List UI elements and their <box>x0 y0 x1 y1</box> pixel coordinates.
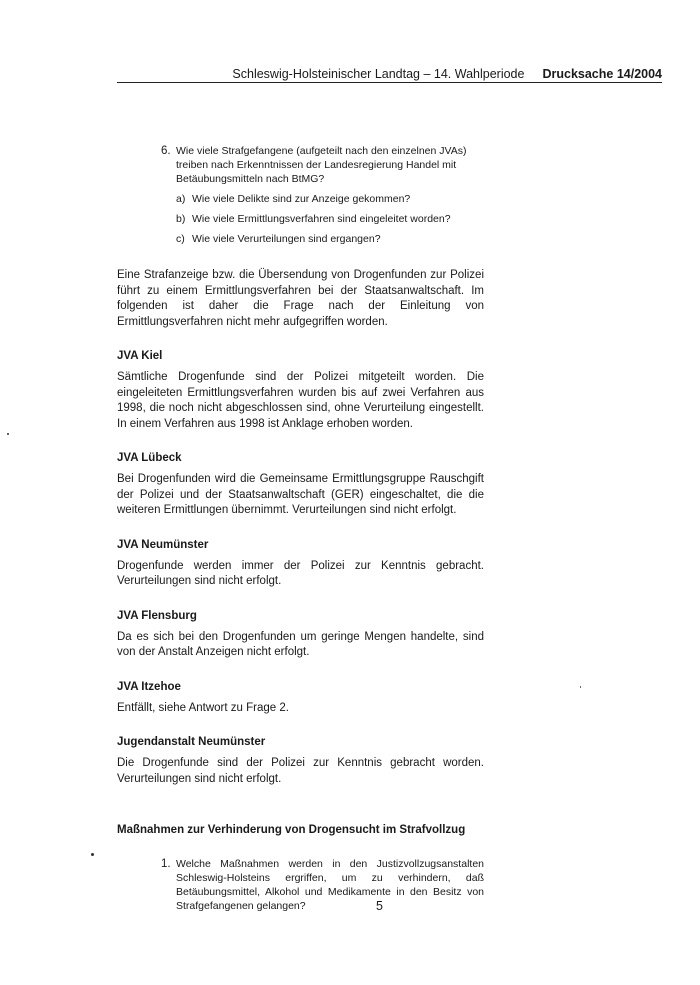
section-text: Die Drogenfunde sind der Polizei zur Kenntnis gebracht worden. Verurteilungen sind nicht erfolgt. <box>117 757 484 785</box>
section-jugendanstalt-neumuenster <box>117 735 484 787</box>
section-jva-luebeck <box>117 451 484 519</box>
question-1 <box>161 857 484 913</box>
subitem-c <box>176 232 484 246</box>
section-heading: JVA Neumünster <box>117 538 209 551</box>
section-jva-kiel <box>117 349 484 432</box>
massnahmen-heading: Maßnahmen zur Verhinderung von Drogensucht im Strafvollzug <box>117 824 466 836</box>
section-text: Sämtliche Drogenfunde sind der Polizei mitgeteilt worden. Die eingeleiteten Ermittlungsverfahren wurden bis auf zwei Verfahren aus 1998, die noch nicht abgeschlossen sind, ohne Verurteilung eingestellt. In einem Verfahren aus 1998 ist Anklage erhoben worden. <box>117 371 484 430</box>
page-body <box>117 144 484 913</box>
section-heading: JVA Flensburg <box>117 609 197 622</box>
subitem-b <box>176 212 484 226</box>
section-heading: JVA Lübeck <box>117 452 182 464</box>
document-number: Drucksache 14/2004 <box>542 67 662 81</box>
scan-speck <box>91 853 94 856</box>
subitem-text: Wie viele Delikte sind zur Anzeige gekommen? <box>192 193 411 205</box>
subitem-text: Wie viele Ermittlungsverfahren sind eingeleitet worden? <box>192 213 451 225</box>
question-text: Wie viele Strafgefangene (aufgeteilt nach den einzelnen JVAs) treiben nach Erkenntnissen der Landesregierung Handel mit Betäubungsmitteln nach BtMG? <box>176 145 467 185</box>
question-text: Welche Maßnahmen werden in den Justizvollzugsanstalten Schleswig-Holsteins ergriffen, um zu verhindern, daß Betäubungsmittel, Alkohol und Medikamente in den Besitz von Strafgefangenen gelangen? <box>176 858 484 912</box>
scan-speck <box>580 686 581 688</box>
header-rule <box>117 82 662 83</box>
scan-speck <box>7 433 9 435</box>
section-jva-neumuenster <box>117 538 484 590</box>
header-title: Schleswig-Holsteinischer Landtag – 14. Wahlperiode <box>232 67 525 81</box>
subitem-label: a) <box>176 193 186 205</box>
subitem-label: b) <box>176 213 186 225</box>
subitem-text: Wie viele Verurteilungen sind ergangen? <box>192 233 381 245</box>
section-text: Da es sich bei den Drogenfunden um geringe Mengen handelte, sind von der Anstalt Anzeigen nicht erfolgt. <box>117 630 484 658</box>
subitem-a <box>176 192 484 206</box>
section-text: Drogenfunde werden immer der Polizei zur Kenntnis gebracht. Verurteilungen sind nicht erfolgt. <box>117 559 484 587</box>
question-number: 6. <box>161 145 171 157</box>
section-heading: Jugendanstalt Neumünster <box>117 736 266 748</box>
page-number: 5 <box>376 899 383 913</box>
subitem-label: c) <box>176 233 185 245</box>
section-text: Bei Drogenfunden wird die Gemeinsame Ermittlungsgruppe Rauschgift der Polizei und der Staatsanwaltschaft (GER) eingeschaltet, die die weiteren Ermittlungen übernimmt. Verurteilungen sind nicht erfolgt. <box>117 473 484 516</box>
page-header <box>117 66 662 82</box>
question-number: 1. <box>161 858 171 870</box>
section-heading: JVA Kiel <box>117 350 163 362</box>
section-jva-itzehoe <box>117 680 484 717</box>
section-heading: JVA Itzehoe <box>117 680 181 693</box>
question-6-subitems <box>176 192 484 246</box>
intro-paragraph: Eine Strafanzeige bzw. die Übersendung von Drogenfunden zur Polizei führt zu einem Ermittlungsverfahren bei der Staatsanwaltschaft. Im folgenden ist daher die Frage nach der Einleitung von Ermittlungsverfahren nicht mehr aufgegriffen worden. <box>117 269 484 328</box>
section-text: Entfällt, siehe Antwort zu Frage 2. <box>117 701 289 714</box>
section-jva-flensburg <box>117 609 484 661</box>
question-6 <box>161 144 484 186</box>
